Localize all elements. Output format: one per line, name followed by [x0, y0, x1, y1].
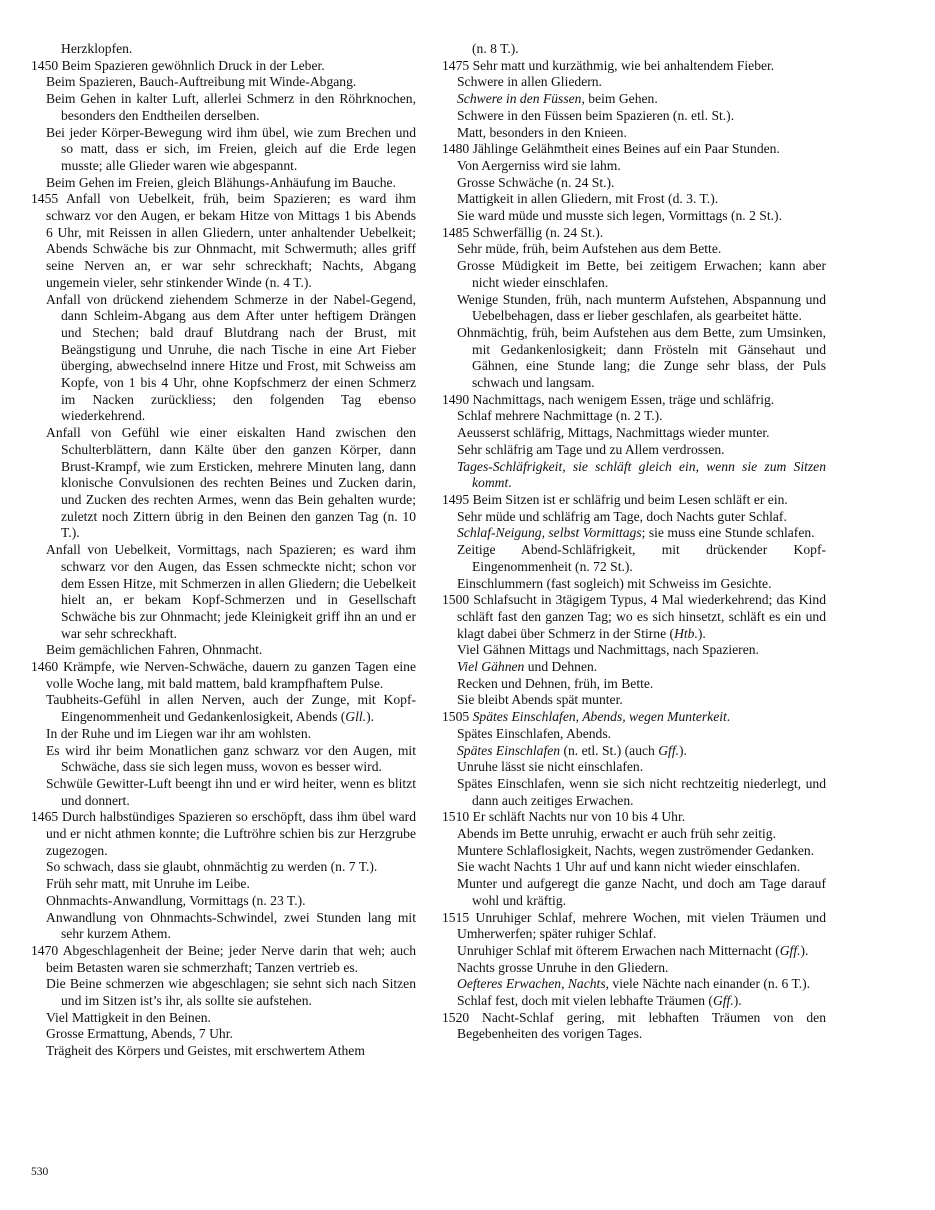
entry-text: Einschlummern (fast sogleich) mit Schweiss im Gesichte.	[457, 575, 772, 591]
entry-text: 1505	[442, 709, 473, 725]
entry-text: Muntere Schlaflosigkeit, Nachts, wegen zuströmender Gedanken.	[457, 842, 815, 858]
entry-sub	[31, 175, 416, 192]
entry-num	[442, 1010, 826, 1043]
entry-sub	[442, 743, 826, 760]
entry-sub	[442, 208, 826, 225]
entry-text: ).	[366, 709, 374, 725]
entry-text: Anfall von drückend ziehendem Schmerze in der Nabel-Gegend, dann Schleim-Abgang aus dem After unter heftigem Drängen und Stechen; bald drauf Blutdrang nach der Brust, mit Beängstigung und Unruhe, die nach Tische in eine Art Fieber überging, abwechselnd innere Hitze und Frost, mit Schweiss am Kopfe, von 1 bis 4 Uhr, ohne Kopfschmerz der einen Schmerz im Nacken zurückliess; den folgenden Tag ebenso wiederkehrend.	[46, 291, 416, 424]
entry-text: ).	[733, 993, 742, 1009]
italic-text: Viel Gähnen	[457, 659, 525, 675]
entry-text: Nachts grosse Unruhe in den Gliedern.	[457, 959, 669, 975]
entry-text: 1520 Nacht-Schlaf gering, mit lebhaften Träumen von den Begebenheiten des vorigen Tages.	[442, 1009, 826, 1042]
entry-text: ; sie muss eine Stunde schlafen.	[641, 525, 815, 541]
entry-sub	[442, 659, 826, 676]
entry-sub	[442, 726, 826, 743]
entry-sub	[442, 692, 826, 709]
italic-text: Gff.	[712, 993, 734, 1009]
entry-text: Früh sehr matt, mit Unruhe im Leibe.	[46, 876, 250, 892]
entry-sub	[442, 843, 826, 860]
entry-text: 1480 Jählinge Gelähmtheit eines Beines auf ein Paar Stunden.	[442, 141, 780, 157]
entry-text: Anwandlung von Ohnmachts-Schwindel, zwei Stunden lang mit sehr kurzem Athem.	[46, 909, 416, 942]
entry-num	[442, 809, 826, 826]
entry-text: Sehr schläfrig am Tage und zu Allem verdrossen.	[457, 441, 725, 457]
entry-text: Schlaf mehrere Nachmittage (n. 2 T.).	[457, 408, 663, 424]
entry-text: Die Beine schmerzen wie abgeschlagen; sie sehnt sich nach Sitzen und im Sitzen ist’s ihr, als sollte sie aufstehen.	[46, 976, 416, 1009]
entry-text: Beim Gehen in kalter Luft, allerlei Schmerz in den Röhrknochen, besonders den Endtheilen derselben.	[46, 91, 416, 123]
entry-text: .	[726, 709, 731, 725]
entry-sub	[31, 726, 416, 743]
entry-text: 1460 Krämpfe, wie Nerven-Schwäche, dauern zu ganzen Tagen eine volle Woche lang, mit bald mattem, bald krampfhaftem Pulse.	[31, 659, 416, 691]
italic-text: Gll.	[345, 709, 367, 725]
entry-text: 1495 Beim Sitzen ist er schläfrig und beim Lesen schläft er ein.	[442, 491, 788, 507]
entry-sub	[442, 408, 826, 425]
entry-text: 1475 Sehr matt und kurzäthmig, wie bei anhaltendem Fieber.	[442, 57, 775, 73]
entry-text: Herzklopfen.	[61, 41, 133, 56]
entry-text: ).	[679, 742, 687, 758]
left-column	[31, 41, 416, 1060]
entry-text: 1450 Beim Spazieren gewöhnlich Druck in der Leber.	[31, 57, 325, 73]
entry-sub	[442, 525, 826, 542]
entry-sub	[442, 542, 826, 575]
entry-text: Schwüle Gewitter-Luft beengt ihn und er wird heiter, wenn es blitzt und donnert.	[46, 775, 416, 808]
entry-text: In der Ruhe und im Liegen war ihr am wohlsten.	[46, 725, 312, 741]
entry-num	[31, 58, 416, 75]
entry-text: 1485 Schwerfällig (n. 24 St.).	[442, 224, 604, 240]
entry-text: Spätes Einschlafen, wenn sie sich nicht rechtzeitig niederlegt, und dann auch zeitiges Erwachen.	[457, 775, 826, 808]
entry-sub	[31, 74, 416, 91]
entry-sub	[31, 1043, 416, 1060]
entry-text: Beim Gehen im Freien, gleich Blähungs-Anhäufung im Bauche.	[46, 174, 396, 190]
entry-cont	[442, 41, 826, 58]
entry-text: Matt, besonders in den Knieen.	[457, 124, 627, 140]
entry-sub	[442, 191, 826, 208]
entry-text: Schwere in den Füssen beim Spazieren (n. etl. St.).	[457, 107, 735, 123]
entry-sub	[31, 91, 416, 124]
entry-sub	[442, 74, 826, 91]
entry-num	[442, 492, 826, 509]
entry-sub	[442, 258, 826, 291]
entry-text: Mattigkeit in allen Gliedern, mit Frost (d. 3. T.).	[457, 191, 719, 207]
entry-num	[442, 592, 826, 642]
entry-cont	[31, 41, 416, 58]
entry-text: Anfall von Gefühl wie einer eiskalten Hand zwischen den Schulterblättern, dann Kälte über den ganzen Körper, dann Brust-Krampf, wie zum Ersticken, mehrere Minuten lang, dann klonische Convulsionen des rechten Beines und Zucken darin, und Zucken des rechten Armes, wenn das Bein gehalten wurde; zuletzt noch Zittern übrig in den Beinen den ganzen Tag (n. 10 T.).	[46, 425, 416, 541]
entry-sub	[31, 125, 416, 175]
entry-text: Beim Spazieren, Bauch-Auftreibung mit Winde-Abgang.	[46, 74, 357, 90]
italic-text: Tages-Schläfrigkeit, sie schläft gleich ein, wenn sie zum Sitzen kommt	[457, 458, 826, 491]
entry-num	[31, 659, 416, 692]
entry-sub	[31, 1026, 416, 1043]
entry-text: Sie wacht Nachts 1 Uhr auf und kann nicht wieder einschlafen.	[457, 859, 801, 875]
entry-sub	[442, 876, 826, 909]
entry-sub	[442, 509, 826, 526]
entry-sub	[31, 876, 416, 893]
entry-sub	[442, 943, 826, 960]
entry-text: Schlaf fest, doch mit vielen lebhafte Träumen (	[457, 993, 713, 1009]
entry-sub	[442, 442, 826, 459]
entry-sub	[442, 241, 826, 258]
entry-text: (n. etl. St.) (auch	[560, 742, 659, 758]
entry-sub	[31, 910, 416, 943]
entry-text: Viel Mattigkeit in den Beinen.	[46, 1009, 211, 1025]
entry-sub	[31, 642, 416, 659]
entry-text: 1455 Anfall von Uebelkeit, früh, beim Spazieren; es ward ihm schwarz vor den Augen, er bekam Hitze von Mittags 1 bis Abends 6 Uhr, mit Reissen in allen Gliedern, unter anhaltender Uebelkeit; Abends Schwäche bis zur Ohnmacht, mit Schwermuth; alles griff seine Nerven an, er war sehr schreckhaft; Nachts, Abgang ungemein vieler, sehr stinkender Winde (n. 4 T.).	[31, 191, 416, 290]
entry-text: 1470 Abgeschlagenheit der Beine; jeder Nerve darin that weh; auch beim Betasten waren sie schmerzhaft; Tanzen vertrieb es.	[31, 942, 416, 975]
entry-sub	[442, 759, 826, 776]
entry-text: Grosse Ermattung, Abends, 7 Uhr.	[46, 1026, 233, 1042]
entry-text: Trägheit des Körpers und Geistes, mit erschwertem Athem	[46, 1043, 365, 1059]
entry-text: Spätes Einschlafen, Abends.	[457, 725, 612, 741]
entry-sub	[442, 993, 826, 1010]
entry-sub	[442, 158, 826, 175]
entry-sub	[31, 743, 416, 776]
entry-num	[442, 392, 826, 409]
entry-text: Ohnmächtig, früh, beim Aufstehen aus dem Bette, zum Umsinken, mit Gedankenlosigkeit; dann Frösteln mit Gänsehaut und Gähnen, eine Stunde lang; die Zunge sehr blass, der Puls schwach und langsam.	[457, 324, 826, 391]
right-column	[442, 41, 826, 1043]
entry-text: Unruhe lässt sie nicht einschlafen.	[457, 759, 644, 775]
entry-text: 1490 Nachmittags, nach wenigem Essen, träge und schläfrig.	[442, 391, 775, 407]
entry-text: Unruhiger Schlaf mit öfterem Erwachen nach Mitternacht (	[457, 942, 780, 958]
entry-num	[442, 910, 826, 943]
entry-text: ).	[697, 625, 706, 641]
entry-sub	[442, 826, 826, 843]
entry-text: Munter und aufgeregt die ganze Nacht, und doch am Tage darauf wohl und kräftig.	[457, 876, 826, 908]
italic-text: Gff.	[658, 742, 680, 758]
entry-text: Sie ward müde und musste sich legen, Vormittags (n. 2 St.).	[457, 208, 782, 224]
entry-sub	[31, 1010, 416, 1027]
entry-text: Grosse Müdigkeit im Bette, bei zeitigem Erwachen; kann aber nicht wieder einschlafen.	[457, 258, 826, 290]
entry-text: So schwach, dass sie glaubt, ohnmächtig zu werden (n. 7 T.).	[46, 859, 378, 875]
entry-sub	[31, 893, 416, 910]
entry-sub	[31, 776, 416, 809]
entry-text: Es wird ihr beim Monatlichen ganz schwarz vor den Augen, mit Schwäche, dass sie sich legen muss, wovon es besser wird.	[46, 742, 416, 775]
entry-num	[442, 58, 826, 75]
entry-text: Taubheits-Gefühl in allen Nerven, auch der Zunge, mit Kopf-Eingenommenheit und Gedankenlosigkeit, Abends (	[46, 692, 416, 725]
entry-text: , viele Nächte nach einander (n. 6 T.).	[605, 976, 811, 992]
entry-sub	[442, 676, 826, 693]
entry-sub	[31, 976, 416, 1009]
italic-text: Spätes Einschlafen, Abends, wegen Munterkeit	[472, 709, 727, 725]
entry-sub	[442, 976, 826, 993]
entry-text: 1465 Durch halbstündiges Spazieren so erschöpft, dass ihm übel ward und er nicht athmen konnte; die Luftröhre schien bis zur Herzgrube zugezogen.	[31, 809, 416, 858]
entry-num	[31, 191, 416, 291]
entry-text: .	[508, 475, 512, 491]
entry-sub	[442, 325, 826, 392]
entry-sub	[31, 425, 416, 542]
entry-text: 1515 Unruhiger Schlaf, mehrere Wochen, mit vielen Träumen und Umherwerfen; später ruhiger Schlaf.	[442, 909, 826, 942]
italic-text: Schlaf-Neigung, selbst Vormittags	[457, 525, 642, 541]
entry-text: Sehr müde und schläfrig am Tage, doch Nachts guter Schlaf.	[457, 508, 787, 524]
entry-text: Aeusserst schläfrig, Mittags, Nachmittags wieder munter.	[457, 425, 770, 441]
entry-text: Ohnmachts-Anwandlung, Vormittags (n. 23 T.).	[46, 892, 306, 908]
entry-text: 1500 Schlafsucht in 3tägigem Typus, 4 Mal wiederkehrend; das Kind schläft fast den ganzen Tag; wo es sich hinsetzt, schläft es ein und klagt dabei über Schmerz in der Stirne (	[442, 592, 826, 641]
entry-text: und Dehnen.	[524, 659, 598, 675]
entry-text: Beim gemächlichen Fahren, Ohnmacht.	[46, 642, 263, 658]
entry-text: Schwere in allen Gliedern.	[457, 74, 602, 90]
entry-text: ).	[800, 942, 809, 958]
entry-text: Viel Gähnen Mittags und Nachmittags, nach Spazieren.	[457, 642, 759, 658]
entry-sub	[31, 859, 416, 876]
entry-text: Abends im Bette unruhig, erwacht er auch früh sehr zeitig.	[457, 826, 776, 842]
entry-num	[442, 225, 826, 242]
entry-text: Grosse Schwäche (n. 24 St.).	[457, 174, 615, 190]
entry-sub	[442, 175, 826, 192]
entry-num	[31, 943, 416, 976]
entry-text: Sie bleibt Abends spät munter.	[457, 692, 623, 708]
italic-text: Oefteres Erwachen, Nachts	[457, 976, 606, 992]
entry-sub	[31, 292, 416, 426]
entry-sub	[31, 692, 416, 725]
entry-text: Bei jeder Körper-Bewegung wird ihm übel, wie zum Brechen und so matt, dass er sich, im Freien, gleich auf die Erde legen musste; alle Glieder waren wie abgespannt.	[46, 124, 416, 173]
italic-text: Spätes Einschlafen	[457, 742, 561, 758]
entry-sub	[442, 776, 826, 809]
entry-sub	[442, 91, 826, 108]
entry-sub	[442, 576, 826, 593]
page-number: 530	[31, 1166, 49, 1178]
italic-text: Gff.	[779, 942, 801, 958]
entry-text: Anfall von Uebelkeit, Vormittags, nach Spazieren; es ward ihm schwarz vor den Augen, das Essen schmeckte nicht; schon vor dem Essen Hitze, mit Schmerzen in allen Gliedern; die Uebelkeit hielt an, er bekam Kopf-Schmerzen und in Gesellschaft Schwäche bis zur Ohnmacht; jede Kleinigkeit griff ihn an und er war sehr schreckhaft.	[46, 542, 416, 641]
entry-text: Zeitige Abend-Schläfrigkeit, mit drückender Kopf-Eingenommenheit (n. 72 St.).	[457, 542, 826, 574]
entry-text: (n. 8 T.).	[472, 41, 519, 56]
entry-text: Wenige Stunden, früh, nach munterm Aufstehen, Abspannung und Uebelbehagen, dass er lieber geschlafen, als gearbeitet hätte.	[457, 291, 826, 324]
entry-sub	[442, 425, 826, 442]
entry-sub	[442, 125, 826, 142]
entry-text: Recken und Dehnen, früh, im Bette.	[457, 675, 654, 691]
entry-text: 1510 Er schläft Nachts nur von 10 bis 4 Uhr.	[442, 809, 686, 825]
entry-num	[442, 709, 826, 726]
italic-text: Htb.	[674, 625, 698, 641]
entry-sub	[442, 859, 826, 876]
entry-num	[31, 809, 416, 859]
entry-sub	[31, 542, 416, 642]
entry-text: Von Aergerniss wird sie lahm.	[457, 157, 621, 173]
entry-sub	[442, 292, 826, 325]
entry-sub	[442, 960, 826, 977]
entry-sub	[442, 459, 826, 492]
entry-text: , beim Gehen.	[581, 91, 658, 107]
entry-text: Sehr müde, früh, beim Aufstehen aus dem Bette.	[457, 241, 722, 257]
entry-sub	[442, 642, 826, 659]
entry-num	[442, 141, 826, 158]
italic-text: Schwere in den Füssen	[457, 91, 582, 107]
entry-sub	[442, 108, 826, 125]
